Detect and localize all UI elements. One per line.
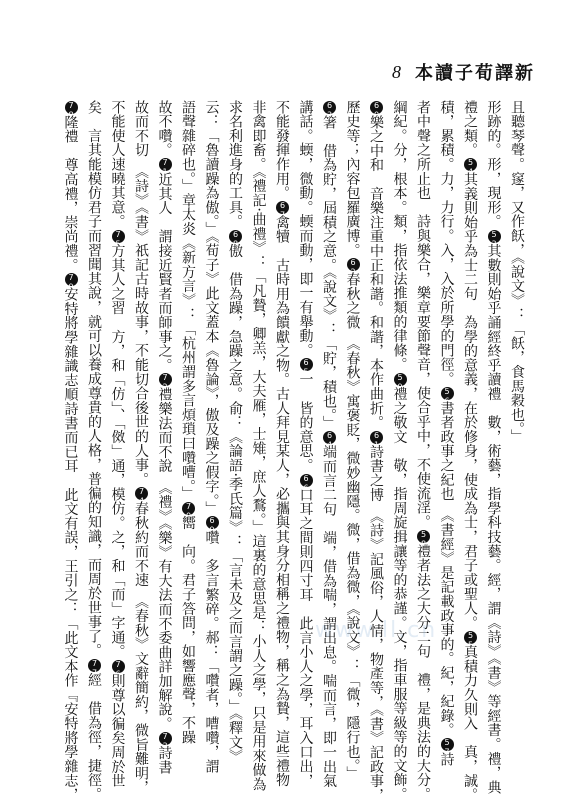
note-number-badge: 70 xyxy=(184,501,193,521)
note-number-badge: 67 xyxy=(278,201,287,220)
text-column: 禮之類。54其義則始乎為士二句 為學的意義，在於修身，使成為士，君子或聖人。55真積力久則入 真，誠。 xyxy=(462,100,478,802)
note-number-badge: 72 xyxy=(160,373,170,393)
text-column: 78隆禮 尊高禮，崇尚禮。79安特將學雜識志順詩書而已耳 此文有誤，王引之：「此文本作『安特將學雜志， xyxy=(62,101,79,802)
vertical-text-body xyxy=(60,100,528,802)
note-number-badge: 66 xyxy=(301,473,311,493)
note-number-badge: 68 xyxy=(231,229,240,249)
text-column: 不能使人速曉其意。75方其人之習 方，和「仿」、「傚」通，模仿。之，和「而」字通。76則尊以徧矣周於世 xyxy=(109,100,126,789)
note-number-badge: 73 xyxy=(160,731,170,751)
note-number-badge: 75 xyxy=(113,229,123,249)
note-number-badge: 74 xyxy=(137,487,146,507)
book-title: 本讀子荀譯新 xyxy=(415,63,535,84)
note-number-badge: 53 xyxy=(489,229,499,249)
text-column: 歷史等；內容包羅廣博。62春秋之微 《春秋》寓褒貶，微妙幽隱。微，借為微，《說文》：「微，隱行也。」 xyxy=(344,100,361,781)
text-column: 綱紀。分，根本。類，指依法推類的律條。59禮之敬文 敬，指周旋揖讓等的恭謹。文，指車服等級等的文飾。 xyxy=(391,100,408,802)
note-number-badge: 56 xyxy=(442,387,452,406)
text-column: 60樂之中和 音樂注重中正和諧。和諧，本作曲折。61詩書之博 《詩》記風俗，人情，物產等，《書》記政事， xyxy=(368,101,384,802)
text-column: 且聽琴聲。䆳，又作飫，《說文》：「飫，食馬穀也。」 xyxy=(509,100,525,444)
note-number-badge: 59 xyxy=(395,372,405,392)
note-number-badge: 60 xyxy=(372,101,381,120)
note-number-badge: 62 xyxy=(348,258,358,277)
page-number: 8 xyxy=(392,61,401,82)
note-number-badge: 78 xyxy=(66,101,76,120)
page-header xyxy=(392,58,535,86)
text-column: 非禽即畜。《禮記·曲禮》：「凡贄，卿羔，大夫雁，士雉，庶人鶩。」這裏的意思是：小人之學，只是用來做為 xyxy=(250,100,267,792)
text-column: 63箸 借為貯，屆積之意。《說文》：「貯，積也。」64端而言二句 端，借為喘，謂出息。喘而言，即一出氣 xyxy=(321,101,337,789)
note-number-badge: 71 xyxy=(160,158,170,177)
note-number-badge: 65 xyxy=(301,358,311,378)
note-number-badge: 79 xyxy=(66,273,76,292)
text-column: 語聲雜碎也。」章太炎《新方言》：「杭州謂多言煩瑣曰囋嘈。」70嚮 向。君子答問，如響應聲，不躁 xyxy=(180,100,196,745)
note-number-badge: 63 xyxy=(325,101,334,120)
text-column: 云：「魯讀躁為傲。」《荀子》此文蓋本《魯論》，傲及躁之假字。」69囋 多言繁碎。郝：「囋者，嘈囋，謂 xyxy=(203,100,220,774)
note-number-badge: 57 xyxy=(442,738,452,757)
text-column: 講話。蝡，微動。蝡而動，即一有舉動。65一 皆的意思。66口耳之間則四寸耳 此言小人之學，耳入口出， xyxy=(297,100,314,788)
text-column: 矣 言其能模仿君子而習聞其說，就可以養成尊貴的人格，普徧的知識，而周於世事了。77經 借為徑，捷徑。 xyxy=(86,100,102,802)
note-number-badge: 54 xyxy=(466,158,475,177)
note-number-badge: 76 xyxy=(113,659,123,679)
note-number-badge: 69 xyxy=(207,516,217,535)
note-number-badge: 55 xyxy=(466,630,475,650)
text-column: 積，累積。力，力行。入，入於所學的門徑。56書者政事之紀也 《書經》是記載政事的。紀，紀錄。57詩 xyxy=(438,100,455,767)
text-column: 求名利進身的工具。68傲 借為躁，急躁之意。俞：《論語·季氏篇》：「言未及之而言謂之躁。」《釋文》 xyxy=(227,100,243,764)
text-column: 者中聲之所止也 詩與樂合，樂章要節聲音，使合乎中，不使流淫。58禮者法之大分二句 禮，是典法的大分。 xyxy=(415,100,431,802)
text-column: 形跡的。形，現形。53其數則始乎誦經終乎讀禮 數，術藝，指學科技藝。經，謂《詩》《書》等經書。禮，典 xyxy=(485,100,502,795)
note-number-badge: 61 xyxy=(372,430,381,450)
note-number-badge: 64 xyxy=(325,430,334,450)
note-number-badge: 58 xyxy=(419,530,428,549)
watermark: www.ll.cn xyxy=(315,618,438,643)
text-column: 故而不切 《詩》《書》祇記古時故事，不能切合後世的人事。74春秋約而不速 《春秋》文辭簡約，微旨難明， xyxy=(133,100,149,795)
text-column: 故不囋。71近其人 謂接近賢者而師事之。72禮樂法而不說 《禮》《樂》有大法而不委曲詳加解說。73詩書 xyxy=(156,100,173,775)
text-column: 不能發揮作用。67禽犢 古時用為饋獻之物。古人拜見某人，必攜與其身分相稱之禮物，稱之為贄，這些禮物 xyxy=(274,100,290,788)
note-number-badge: 77 xyxy=(90,658,99,678)
